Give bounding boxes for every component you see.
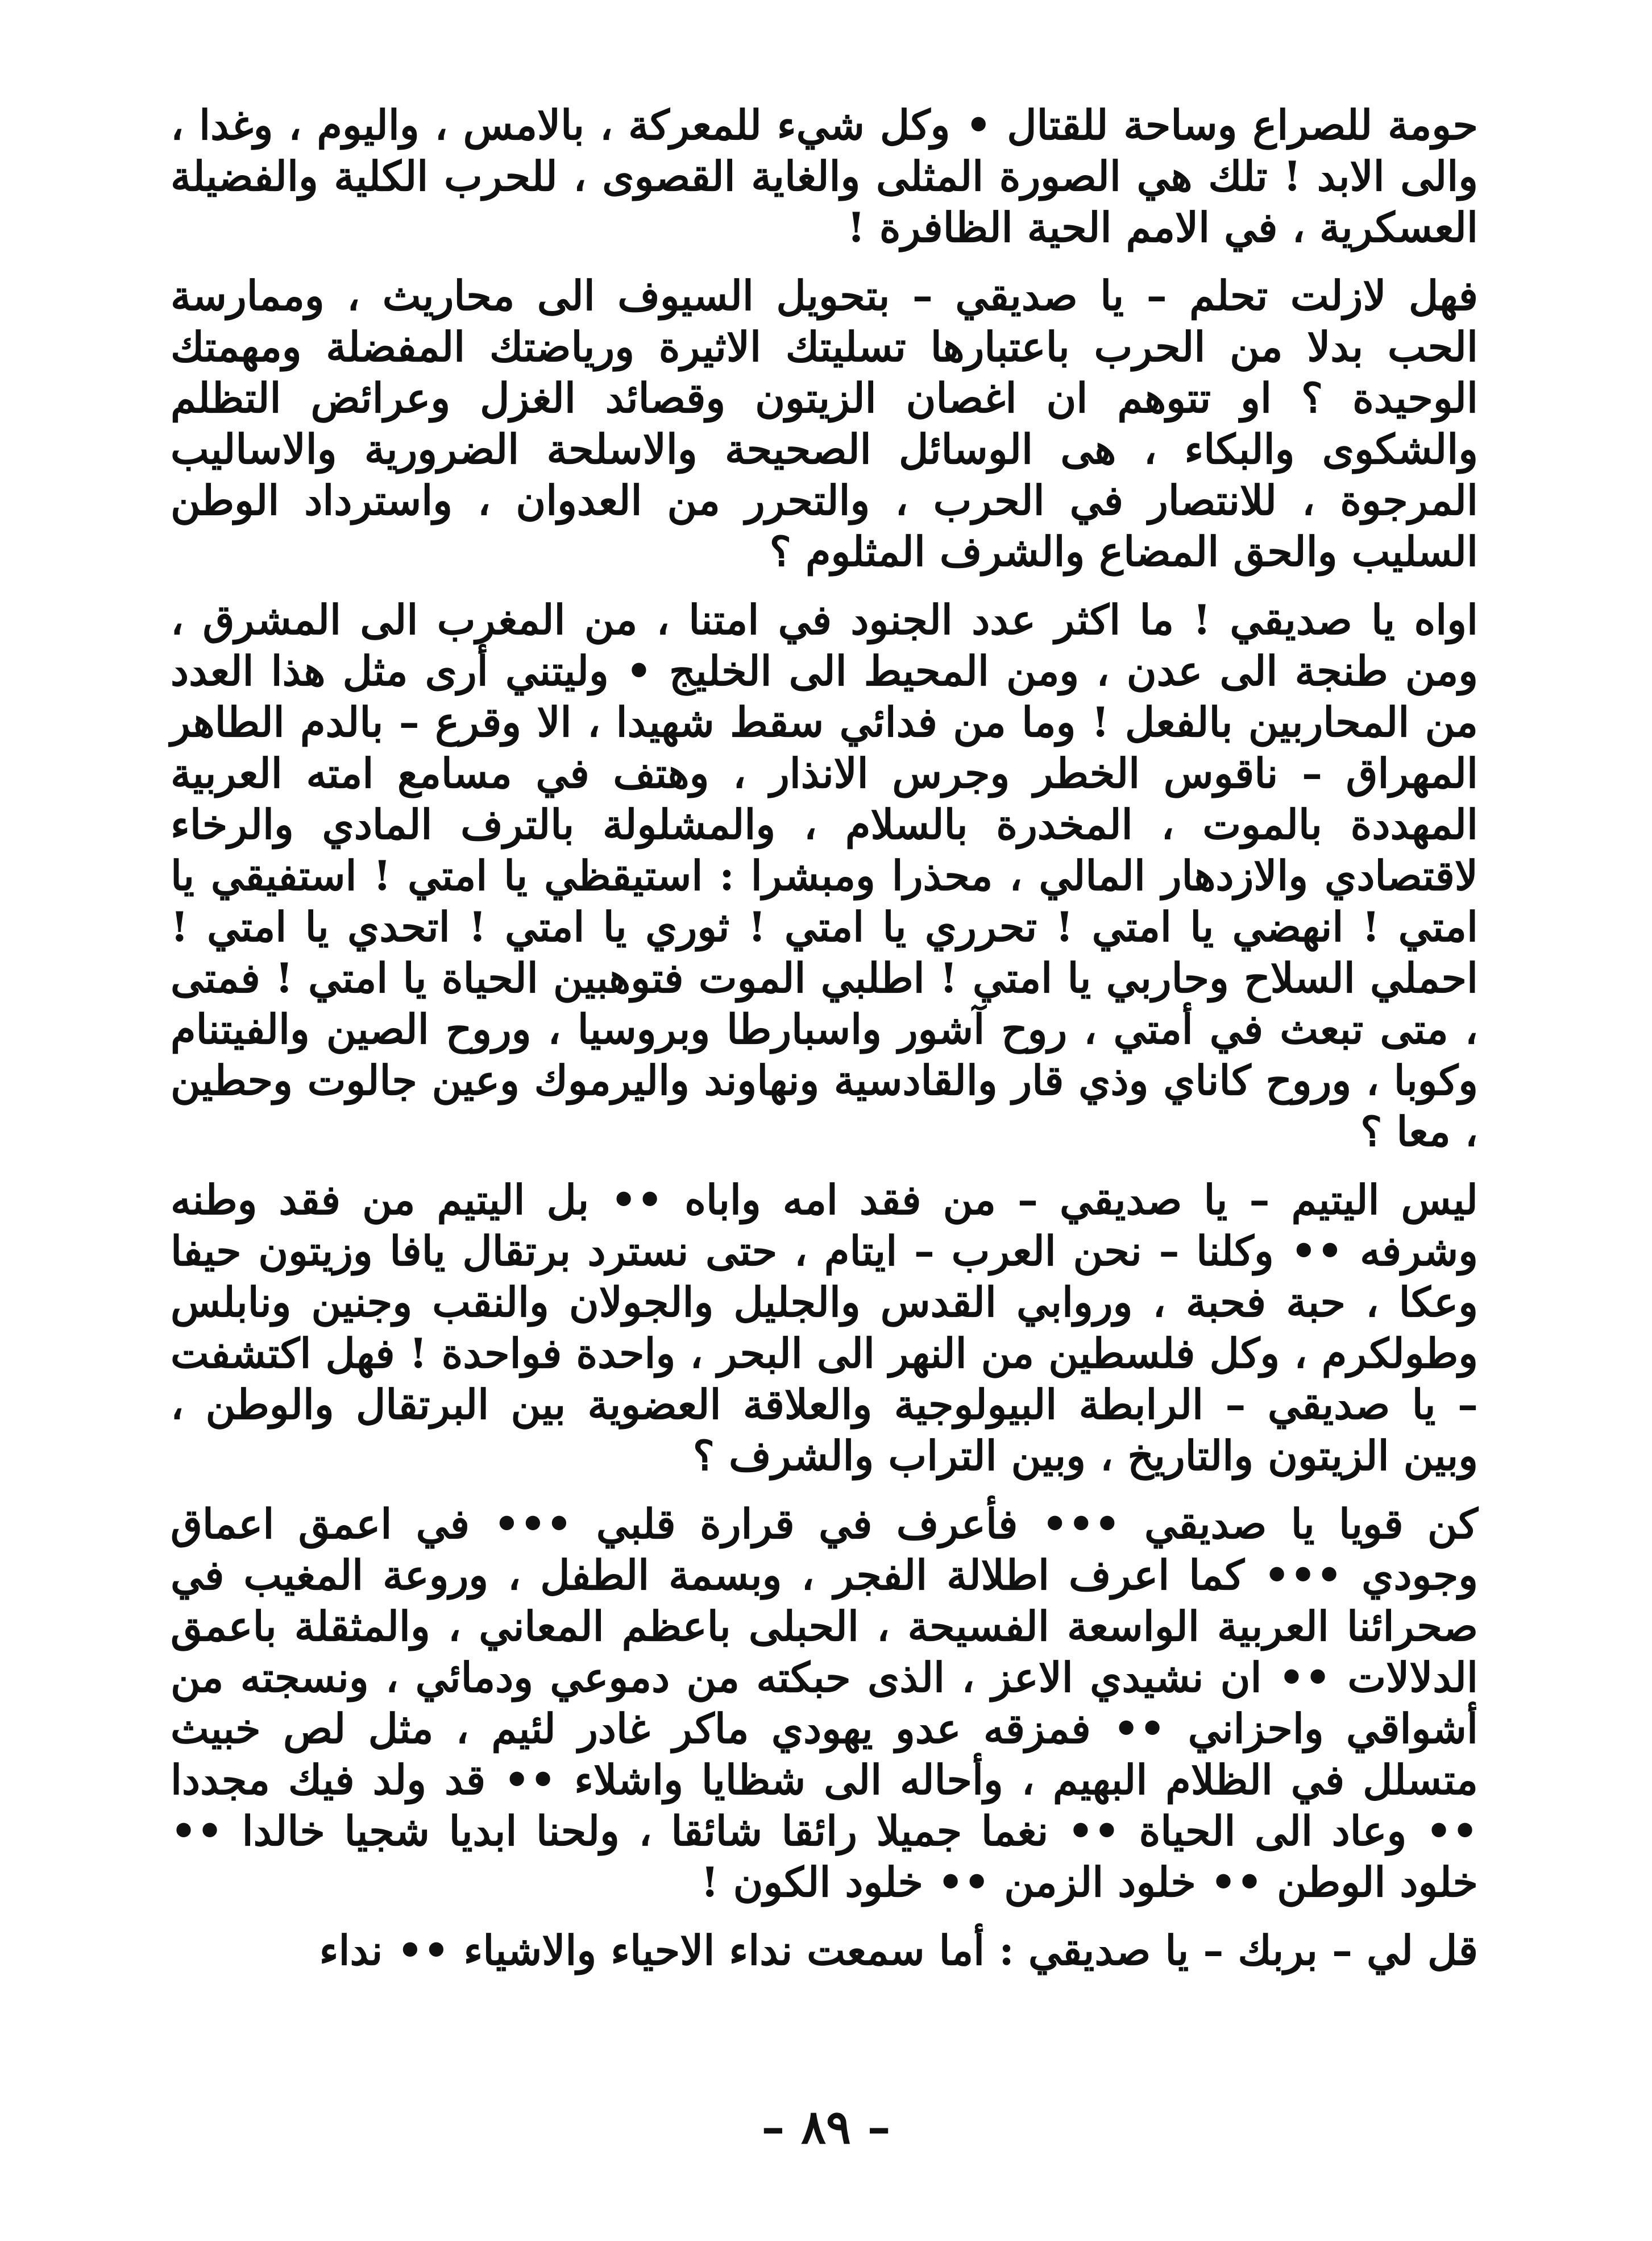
paragraph-6: قل لي – بربك – يا صديقي : أما سمعت نداء الاحياء والاشياء •• نداء	[319, 1926, 1478, 1974]
paragraph-4: ليس اليتيم – يا صديقي – من فقد امه واباه •• بل اليتيم من فقد وطنه وشرفه •• وكلنا – نحن العرب – ايتام ، حتى نسترد برتقال يافا وزيتون حيفا وعكا ، حبة فحبة ، وروابي القدس والجليل والجولان والنقب وجنين ونابلس وطولكرم ، وكل فلسطين من النهر الى البحر ، واحدة فواحدة ! فهل اكتشفت – يا صديقي – الرابطة البيولوجية والعلاقة العضوية بين البرتقال والوطن ، وبين الزيتون والتاريخ ، وبين التراب والشرف ؟	[171, 1175, 1478, 1480]
paragraph-2: فهل لازلت تحلم – يا صديقي – بتحويل السيوف الى محاريث ، وممارسة الحب بدلا من الحرب باعتبارها تسليتك الاثيرة ورياضتك المفضلة ومهمتك الوحيدة ؟ او تتوهم ان اغصان الزيتون وقصائد الغزل وعرائض التظلم والشكوى والبكاء ، هى الوسائل الصحيحة والاسلحة الضرورية والاساليب المرجوة ، للانتصار في الحرب ، والتحرر من العدوان ، واسترداد الوطن السليب والحق المضاع والشرف المثلوم ؟	[171, 271, 1478, 575]
paragraph-1: حومة للصراع وساحة للقتال • وكل شيء للمعركة ، بالامس ، واليوم ، وغدا ، والى الابد ! تلك هي الصورة المثلى والغاية القصوى ، للحرب الكلية والفضيلة العسكرية ، في الامم الحية الظافرة !	[171, 101, 1478, 251]
paragraph-3: اواه يا صديقي ! ما اكثر عدد الجنود في امتنا ، من المغرب الى المشرق ، ومن طنجة الى عدن ، ومن المحيط الى الخليج • وليتني أرى مثل هذا العدد من المحاربين بالفعل ! وما من فدائي سقط شهيدا ، الا وقرع – بالدم الطاهر المهراق – ناقوس الخطر وجرس الانذار ، وهتف في مسامع امته العربية المهددة بالموت ، المخدرة بالسلام ، والمشلولة بالترف المادي والرخاء لاقتصادي والازدهار المالي ، محذرا ومبشرا : استيقظي يا امتي ! استفيقي يا امتي ! انهضي يا امتي ! تحرري يا امتي ! ثوري يا امتي ! اتحدي يا امتي ! احملي السلاح وحاربي يا امتي ! اطلبي الموت فتوهبين الحياة يا امتي ! فمتى ، متى تبعث في أمتي ، روح آشور واسبارطا وبروسيا ، وروح الصين والفيتنام وكوبا ، وروح كاناي وذي قار والقادسية ونهاوند واليرموك وعين جالوت وحطين ، معا ؟	[171, 595, 1478, 1155]
page-number: – ٨٩ –	[761, 2100, 891, 2155]
book-page	[171, 100, 1478, 2158]
paragraph-5: كن قويا يا صديقي ••• فأعرف في قرارة قلبي ••• في اعمق اعماق وجودي ••• كما اعرف اطلالة الفجر ، وبسمة الطفل ، وروعة المغيب في صحرائنا العربية الواسعة الفسيحة ، الحبلى باعظم المعاني ، والمثقلة باعمق الدلالات •• ان نشيدي الاعز ، الذى حبكته من دموعي ودمائي ، ونسجته من أشواقي واحزاني •• فمزقه عدو يهودي ماكر غادر لئيم ، مثل لص خبيث متسلل في الظلام البهيم ، وأحاله الى شظايا واشلاء •• قد ولد فيك مجددا •• وعاد الى الحياة •• نغما جميلا رائقا شائقا ، ولحنا ابديا شجيا خالدا •• خلود الوطن •• خلود الزمن •• خلود الكون !	[171, 1499, 1479, 1906]
